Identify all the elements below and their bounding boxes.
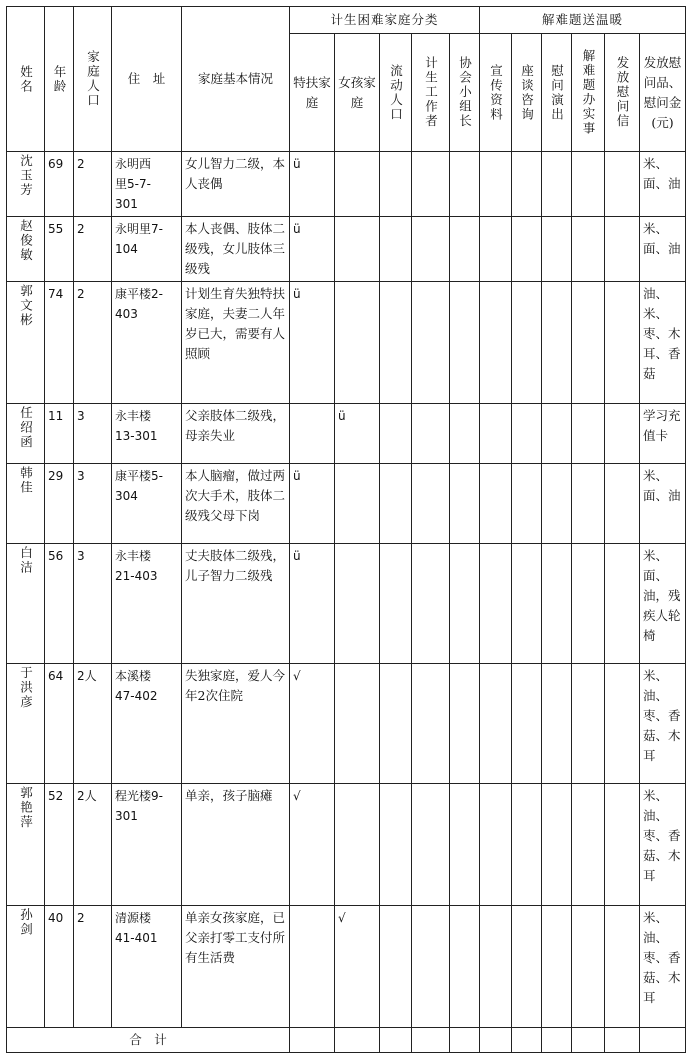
- header-rel-jienan: 解难题办实事: [572, 34, 605, 152]
- row-household: 2: [74, 152, 112, 217]
- row-goods: 米、面、油: [640, 464, 686, 544]
- row-tefu-mark: ü: [290, 217, 335, 282]
- row-situation: 单亲女孩家庭，已父亲打零工支付所有生活费: [182, 906, 290, 1028]
- row-goods: 米、油、枣、香菇、木耳: [640, 906, 686, 1028]
- row-age: 55: [45, 217, 74, 282]
- row-situation: 父亲肢体二级残，母亲失业: [182, 404, 290, 464]
- row-name: 沈玉芳: [7, 152, 45, 217]
- row-goods: 米、面、油: [640, 152, 686, 217]
- table-row: [7, 152, 686, 217]
- header-address: 住 址: [112, 7, 182, 152]
- table-row: [7, 217, 686, 282]
- table-row: [7, 906, 686, 1028]
- row-household: 3: [74, 404, 112, 464]
- table-row: [7, 544, 686, 664]
- row-nvhai-mark: [335, 282, 380, 404]
- row-goods: 米、油、枣、香菇、木耳: [640, 664, 686, 784]
- row-age: 40: [45, 906, 74, 1028]
- header-name: 姓名: [7, 7, 45, 152]
- header-rel-goods: 发放慰问品、慰问金(元): [640, 34, 686, 152]
- row-address: 康平楼5- 304: [112, 464, 182, 544]
- row-age: 69: [45, 152, 74, 217]
- row-household: 2人: [74, 784, 112, 906]
- row-address: 程光楼9- 301: [112, 784, 182, 906]
- relief-table: [6, 6, 686, 1053]
- row-age: 64: [45, 664, 74, 784]
- row-address: 康平楼2- 403: [112, 282, 182, 404]
- header-cat-xiehui: 协会小组长: [450, 34, 480, 152]
- row-situation: 单亲，孩子脑瘫: [182, 784, 290, 906]
- header-age: 年龄: [45, 7, 74, 152]
- row-nvhai-mark: [335, 664, 380, 784]
- row-nvhai-mark: [335, 784, 380, 906]
- header-rel-xin: 发放慰问信: [605, 34, 640, 152]
- row-age: 29: [45, 464, 74, 544]
- row-name: 郭艳萍: [7, 784, 45, 906]
- row-nvhai-mark: ü: [335, 404, 380, 464]
- table-row: [7, 664, 686, 784]
- row-age: 11: [45, 404, 74, 464]
- row-name: 任绍函: [7, 404, 45, 464]
- row-goods: 米、油、枣、香菇、木耳: [640, 784, 686, 906]
- row-tefu-mark: ü: [290, 544, 335, 664]
- header-category-group: 计生困难家庭分类: [290, 7, 480, 34]
- header-rel-xuanchuan: 宣传资料: [480, 34, 512, 152]
- row-nvhai-mark: [335, 544, 380, 664]
- row-household: 2人: [74, 664, 112, 784]
- table-row: [7, 282, 686, 404]
- header-cat-jisheng: 计生工作者: [412, 34, 450, 152]
- row-situation: 本人脑瘤，做过两次大手术，肢体二级残父母下岗: [182, 464, 290, 544]
- row-household: 2: [74, 906, 112, 1028]
- table-row: [7, 464, 686, 544]
- row-tefu-mark: [290, 906, 335, 1028]
- row-household: 2: [74, 217, 112, 282]
- row-name: 白洁: [7, 544, 45, 664]
- row-tefu-mark: √: [290, 784, 335, 906]
- row-tefu-mark: [290, 404, 335, 464]
- row-goods: 米、面、油，残疾人轮椅: [640, 544, 686, 664]
- row-address: 永丰楼 21-403: [112, 544, 182, 664]
- table-row: [7, 404, 686, 464]
- row-situation: 女儿智力二级，本人丧偶: [182, 152, 290, 217]
- row-name: 韩佳: [7, 464, 45, 544]
- row-age: 52: [45, 784, 74, 906]
- row-household: 3: [74, 464, 112, 544]
- row-nvhai-mark: [335, 217, 380, 282]
- row-goods: 油、米、枣、木耳、香菇: [640, 282, 686, 404]
- header-cat-liudong: 流动人口: [380, 34, 412, 152]
- header-relief-group: 解难题送温暖: [480, 7, 686, 34]
- row-household: 3: [74, 544, 112, 664]
- row-age: 56: [45, 544, 74, 664]
- header-situation: 家庭基本情况: [182, 7, 290, 152]
- row-situation: 计划生育失独特扶家庭，夫妻二人年岁已大，需要有人照顾: [182, 282, 290, 404]
- row-situation: 本人丧偶、肢体二级残，女儿肢体三级残: [182, 217, 290, 282]
- row-nvhai-mark: [335, 464, 380, 544]
- total-row: [7, 1028, 686, 1053]
- row-name: 郭文彬: [7, 282, 45, 404]
- row-address: 永丰楼 13-301: [112, 404, 182, 464]
- row-goods: 米、面、油: [640, 217, 686, 282]
- row-tefu-mark: ü: [290, 152, 335, 217]
- row-household: 2: [74, 282, 112, 404]
- table-row: [7, 784, 686, 906]
- row-address: 永明西 里5-7- 301: [112, 152, 182, 217]
- row-tefu-mark: ü: [290, 464, 335, 544]
- row-age: 74: [45, 282, 74, 404]
- row-nvhai-mark: √: [335, 906, 380, 1028]
- row-address: 本溪楼 47-402: [112, 664, 182, 784]
- header-cat-nvhai: 女孩家庭: [335, 34, 380, 152]
- header-rel-weiwen: 慰问演出: [542, 34, 572, 152]
- total-label: 合 计: [7, 1028, 290, 1053]
- row-address: 永明里7- 104: [112, 217, 182, 282]
- row-nvhai-mark: [335, 152, 380, 217]
- header-cat-tefu: 特扶家庭: [290, 34, 335, 152]
- row-tefu-mark: ü: [290, 282, 335, 404]
- row-name: 赵俊敏: [7, 217, 45, 282]
- row-name: 孙剑: [7, 906, 45, 1028]
- row-situation: 失独家庭，爱人今年2次住院: [182, 664, 290, 784]
- row-goods: 学习充值卡: [640, 404, 686, 464]
- row-address: 清源楼 41-401: [112, 906, 182, 1028]
- row-name: 于洪彦: [7, 664, 45, 784]
- row-situation: 丈夫肢体二级残，儿子智力二级残: [182, 544, 290, 664]
- header-household: 家庭人口: [74, 7, 112, 152]
- row-tefu-mark: √: [290, 664, 335, 784]
- header-rel-zuotan: 座谈咨询: [512, 34, 542, 152]
